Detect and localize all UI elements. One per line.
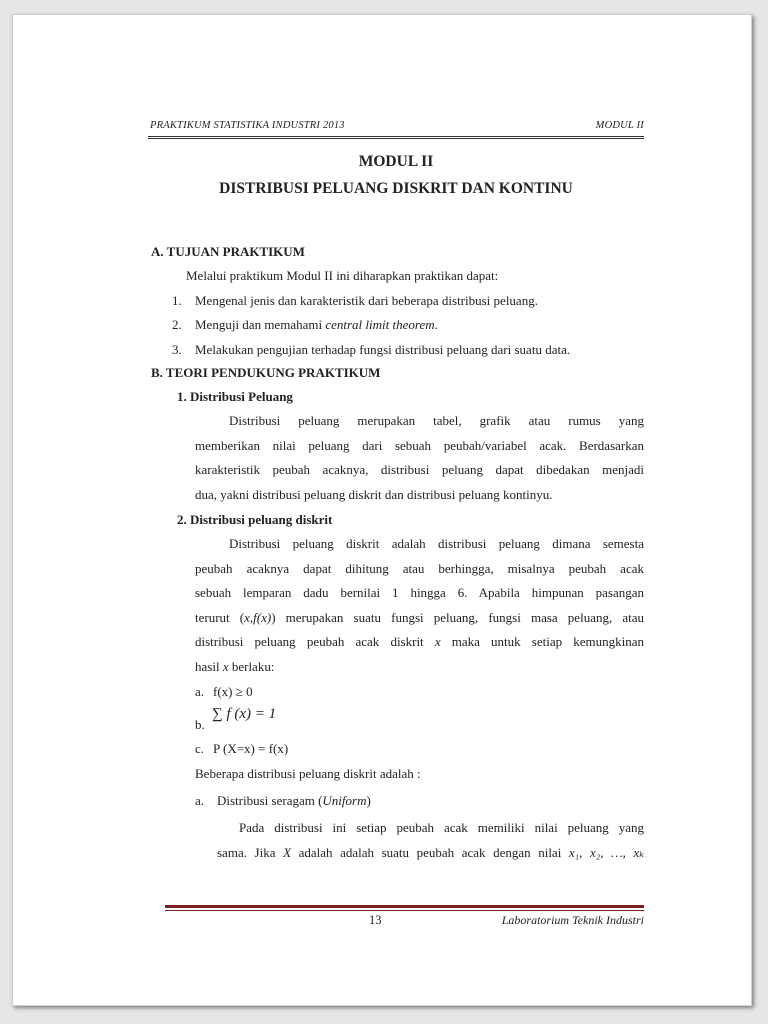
paragraph-line: sama. Jika X adalah adalah suatu peubah acak dengan nilai x₁, x₂, …, xₖ [217,845,645,860]
list-item-number: 1. [172,293,182,308]
dist-heading: Distribusi seragam (Uniform) [217,793,371,808]
property-formula: f(x) ≥ 0 [213,684,253,699]
document-page [12,14,752,1006]
paragraph-line: Pada distribusi ini setiap peubah acak memiliki nilai peluang yang [239,820,644,835]
paragraph-line: hasil x berlaku: [195,659,275,674]
math-pair: x,f(x) [244,610,272,625]
paragraph-line: Distribusi peluang diskrit adalah distribusi peluang dimana semesta [229,536,644,551]
section-a-intro: Melalui praktikum Modul II ini diharapkan praktikan dapat: [186,268,499,283]
paragraph-line: distribusi peluang peubah acak diskrit x maka untuk setiap kemungkinan [195,634,644,649]
module-title: MODUL II [358,153,434,170]
footer-rule-thick [165,905,644,908]
list-item-number: 3. [172,342,182,357]
footer-lab-name: Laboratorium Teknik Industri [501,913,644,927]
section-b-heading: B. TEORI PENDUKUNG PRAKTIKUM [151,365,381,380]
section-a-heading: A. TUJUAN PRAKTIKUM [151,244,305,259]
paragraph-line: sebuah lemparan dadu bernilai 1 hingga 6. Apabila himpunan pasangan [195,585,644,600]
property-label: a. [195,684,205,699]
list-item-text: Menguji dan memahami central limit theorem. [195,317,438,332]
paragraph-line: memberikan nilai peluang dari sebuah peubah/variabel acak. Berdasarkan [195,438,644,453]
property-label: b. [195,717,205,732]
header-rule [148,136,644,137]
running-header-right: MODUL II [595,120,644,131]
paragraph-line: Distribusi peluang merupakan tabel, grafik atau rumus yang [229,413,644,428]
subsection-2-heading: 2. Distribusi peluang diskrit [177,512,333,527]
module-subtitle: DISTRIBUSI PELUANG DISKRIT DAN KONTINU [219,180,573,197]
sum-formula: ∑ f (x) = 1 [212,706,277,722]
list-intro: Beberapa distribusi peluang diskrit adalah : [195,766,421,781]
list-item-text: Melakukan pengujian terhadap fungsi distribusi peluang dari suatu data. [195,342,571,357]
math-values: x₁, x₂, …, xₖ [568,845,645,860]
list-item-text: Mengenal jenis dan karakteristik dari beberapa distribusi peluang. [195,293,538,308]
math-variable: x [434,634,441,649]
math-variable: x [222,659,229,674]
property-formula: P (X=x) = f(x) [213,741,289,756]
italic-term: central limit theorem [325,317,435,332]
paragraph-line: terurut (x,f(x)) merupakan suatu fungsi peluang, fungsi masa peluang, atau [195,610,644,625]
dist-label: a. [195,793,205,808]
footer-rule-thin [165,910,644,911]
page-number: 13 [369,913,382,927]
running-header-left: PRAKTIKUM STATISTIKA INDUSTRI 2013 [150,120,345,131]
paragraph-line: karakteristik peubah acaknya, distribusi peluang dapat dibedakan menjadi [195,462,644,477]
paragraph-line: peubah acaknya dapat dihitung atau berhingga, misalnya peubah acak [195,561,644,576]
paragraph-line: dua, yakni distribusi peluang diskrit dan distribusi peluang kontinyu. [195,487,553,502]
list-item-number: 2. [172,317,182,332]
subsection-1-heading: 1. Distribusi Peluang [177,389,293,404]
header-rule-double [148,138,644,139]
italic-term: Uniform [322,793,367,808]
property-label: c. [195,741,205,756]
math-variable: X [283,845,292,860]
